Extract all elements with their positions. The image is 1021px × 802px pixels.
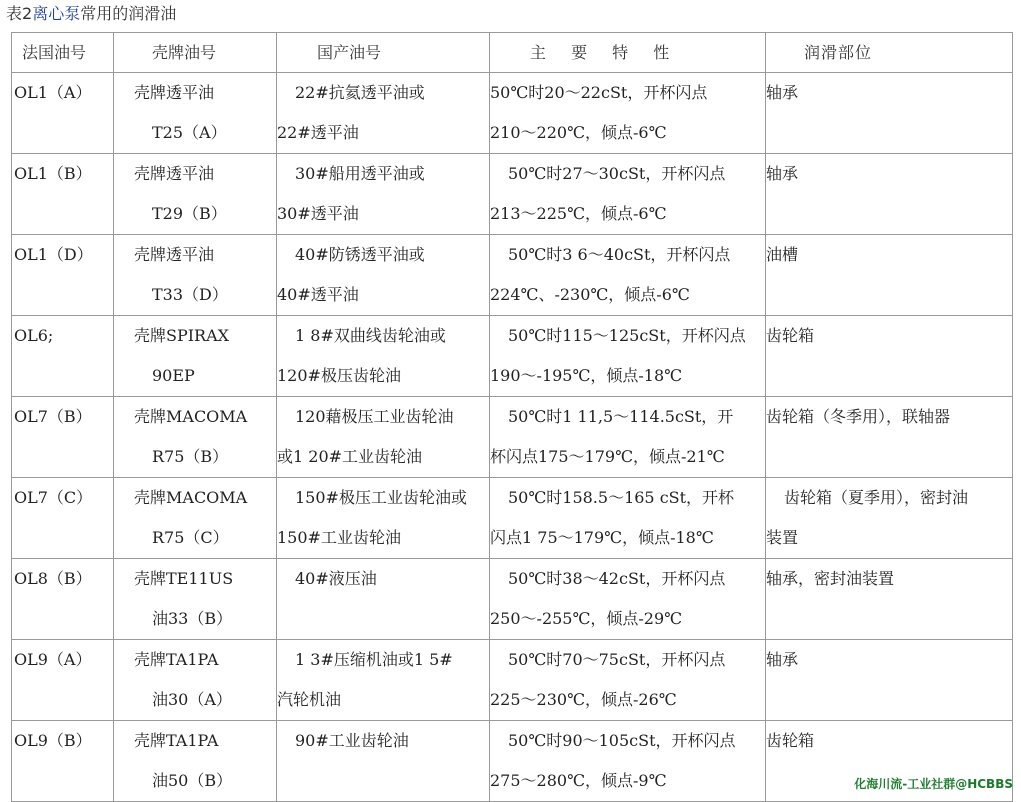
lubrication-point-line: 油槽	[766, 245, 799, 264]
cell-main-properties	[490, 559, 766, 640]
lubrication-point-line: 齿轮箱（冬季用），联轴器	[766, 407, 951, 426]
cell-main-properties	[490, 721, 766, 802]
cell-lubrication-point	[766, 235, 1013, 316]
domestic-oil-line: 90#工业齿轮油	[295, 731, 409, 750]
header-main-properties: 主 要 特 性	[490, 33, 766, 73]
properties-line: 190～-195℃，倾点-18℃	[490, 366, 683, 385]
properties-line: 250～-255℃，倾点-29℃	[490, 609, 683, 628]
cell-french-oil: OL1（B）	[12, 154, 114, 235]
lubrication-point-line: 齿轮箱	[766, 326, 815, 345]
properties-line: 275～280℃，倾点-9℃	[490, 771, 667, 790]
cell-domestic-oil	[277, 397, 490, 478]
domestic-oil-line: 150#极压工业齿轮油或	[295, 488, 467, 507]
properties-line: 50℃时38～42cSt，开杯闪点	[508, 569, 726, 588]
header-french-oil: 法国油号	[12, 33, 114, 73]
properties-line: 50℃时1 11,5～114.5cSt，开	[508, 407, 734, 426]
table-row	[12, 73, 1013, 154]
shell-oil-line: T29（B）	[152, 204, 227, 223]
domestic-oil-line: 22#抗氦透平油或	[295, 83, 425, 102]
cell-shell-oil	[114, 721, 277, 802]
shell-oil-line: 壳牌MACOMA	[134, 488, 248, 507]
shell-oil-line: T33（D）	[152, 285, 228, 304]
cell-domestic-oil	[277, 478, 490, 559]
properties-line: 50℃时3 6～40cSt，开杯闪点	[508, 245, 731, 264]
domestic-oil-line: 120藉极压工业齿轮油	[295, 407, 454, 426]
cell-shell-oil	[114, 397, 277, 478]
cell-french-oil: OL7（B）	[12, 397, 114, 478]
table-row	[12, 397, 1013, 478]
cell-domestic-oil	[277, 154, 490, 235]
shell-oil-line: 油50（B）	[152, 771, 233, 790]
cell-main-properties	[490, 154, 766, 235]
cell-main-properties	[490, 73, 766, 154]
properties-line: 213～225℃，倾点-6℃	[490, 204, 667, 223]
cell-lubrication-point	[766, 316, 1013, 397]
watermark: 化海川流-工业社群@HCBBS	[854, 777, 1013, 791]
properties-line: 50℃时70～75cSt，开杯闪点	[508, 650, 726, 669]
cell-french-oil: OL1（D）	[12, 235, 114, 316]
caption-suffix: 常用的润滑油	[80, 4, 177, 23]
domestic-oil-line: 40#透平油	[277, 285, 359, 304]
shell-oil-line: 壳牌TE11US	[134, 569, 234, 588]
shell-oil-line: R75（C）	[152, 528, 229, 547]
table-row	[12, 235, 1013, 316]
cell-main-properties	[490, 640, 766, 721]
table-header-row	[12, 33, 1013, 73]
cell-shell-oil	[114, 154, 277, 235]
shell-oil-line: 壳牌TA1PA	[134, 731, 219, 750]
properties-line: 224℃、-230℃，倾点-6℃	[490, 285, 690, 304]
table-row	[12, 316, 1013, 397]
cell-main-properties	[490, 235, 766, 316]
shell-oil-line: R75（B）	[152, 447, 229, 466]
cell-domestic-oil	[277, 559, 490, 640]
lubrication-point-line: 轴承	[766, 83, 799, 102]
lubrication-point-line: 装置	[766, 528, 799, 547]
centrifugal-pump-link[interactable]: 离心泵	[32, 4, 81, 23]
cell-lubrication-point	[766, 559, 1013, 640]
shell-oil-line: 壳牌TA1PA	[134, 650, 219, 669]
table-caption	[6, 2, 176, 26]
shell-oil-line: 壳牌透平油	[134, 245, 215, 264]
lubrication-point-line: 轴承	[766, 650, 799, 669]
cell-french-oil: OL9（B）	[12, 721, 114, 802]
cell-french-oil: OL7（C）	[12, 478, 114, 559]
header-lubrication-point: 润滑部位	[766, 33, 1013, 73]
cell-domestic-oil	[277, 316, 490, 397]
cell-lubrication-point	[766, 640, 1013, 721]
cell-shell-oil	[114, 478, 277, 559]
shell-oil-line: 壳牌MACOMA	[134, 407, 248, 426]
properties-line: 50℃时27～30cSt，开杯闪点	[508, 164, 726, 183]
properties-line: 闪点1 75～179℃，倾点-18℃	[490, 528, 714, 547]
domestic-oil-line: 40#液压油	[295, 569, 377, 588]
properties-line: 225～230℃，倾点-26℃	[490, 690, 677, 709]
lubrication-point-line: 齿轮箱（夏季用），密封油	[784, 488, 969, 507]
table-row	[12, 154, 1013, 235]
cell-main-properties	[490, 397, 766, 478]
cell-lubrication-point	[766, 154, 1013, 235]
properties-line: 50℃时115～125cSt，开杯闪点	[508, 326, 746, 345]
domestic-oil-line: 22#透平油	[277, 123, 359, 142]
domestic-oil-line: 120#极压齿轮油	[277, 366, 401, 385]
lubrication-point-line: 轴承，密封油装置	[766, 569, 895, 588]
cell-shell-oil	[114, 235, 277, 316]
cell-main-properties	[490, 478, 766, 559]
domestic-oil-line: 或1 20#工业齿轮油	[277, 447, 423, 466]
domestic-oil-line: 150#工业齿轮油	[277, 528, 401, 547]
header-shell-oil: 壳牌油号	[114, 33, 277, 73]
properties-line: 50℃时158.5～165 cSt，开杯	[508, 488, 735, 507]
table-row	[12, 559, 1013, 640]
properties-line: 210～220℃，倾点-6℃	[490, 123, 667, 142]
properties-line: 50℃时20～22cSt，开杯闪点	[490, 83, 708, 102]
shell-oil-line: 油33（B）	[152, 609, 233, 628]
cell-lubrication-point	[766, 478, 1013, 559]
shell-oil-line: 壳牌透平油	[134, 83, 215, 102]
cell-lubrication-point	[766, 397, 1013, 478]
domestic-oil-line: 1 3#压缩机油或1 5#	[295, 650, 453, 669]
cell-domestic-oil	[277, 235, 490, 316]
cell-french-oil: OL6;	[12, 316, 114, 397]
cell-french-oil: OL9（A）	[12, 640, 114, 721]
shell-oil-line: 油30（A）	[152, 690, 232, 709]
cell-domestic-oil	[277, 721, 490, 802]
cell-main-properties	[490, 316, 766, 397]
caption-prefix: 表2	[6, 4, 33, 23]
lubricant-table	[11, 32, 1013, 802]
properties-line: 50℃时90～105cSt，开杯闪点	[508, 731, 736, 750]
table-body	[12, 73, 1013, 802]
table-row	[12, 478, 1013, 559]
lubrication-point-line: 齿轮箱	[766, 731, 815, 750]
cell-domestic-oil	[277, 640, 490, 721]
shell-oil-line: 壳牌透平油	[134, 164, 215, 183]
domestic-oil-line: 汽轮机油	[277, 690, 342, 709]
cell-french-oil: OL8（B）	[12, 559, 114, 640]
table-row	[12, 640, 1013, 721]
cell-french-oil: OL1（A）	[12, 73, 114, 154]
cell-lubrication-point	[766, 73, 1013, 154]
cell-shell-oil	[114, 559, 277, 640]
domestic-oil-line: 1 8#双曲线齿轮油或	[295, 326, 446, 345]
shell-oil-line: 壳牌SPIRAX	[134, 326, 230, 345]
cell-domestic-oil	[277, 73, 490, 154]
domestic-oil-line: 30#船用透平油或	[295, 164, 425, 183]
cell-shell-oil	[114, 640, 277, 721]
lubrication-point-line: 轴承	[766, 164, 799, 183]
header-domestic-oil: 国产油号	[277, 33, 490, 73]
shell-oil-line: T25（A）	[152, 123, 227, 142]
domestic-oil-line: 40#防锈透平油或	[295, 245, 425, 264]
domestic-oil-line: 30#透平油	[277, 204, 359, 223]
shell-oil-line: 90EP	[152, 366, 195, 385]
properties-line: 杯闪点175～179℃，倾点-21℃	[490, 447, 725, 466]
cell-shell-oil	[114, 73, 277, 154]
cell-shell-oil	[114, 316, 277, 397]
